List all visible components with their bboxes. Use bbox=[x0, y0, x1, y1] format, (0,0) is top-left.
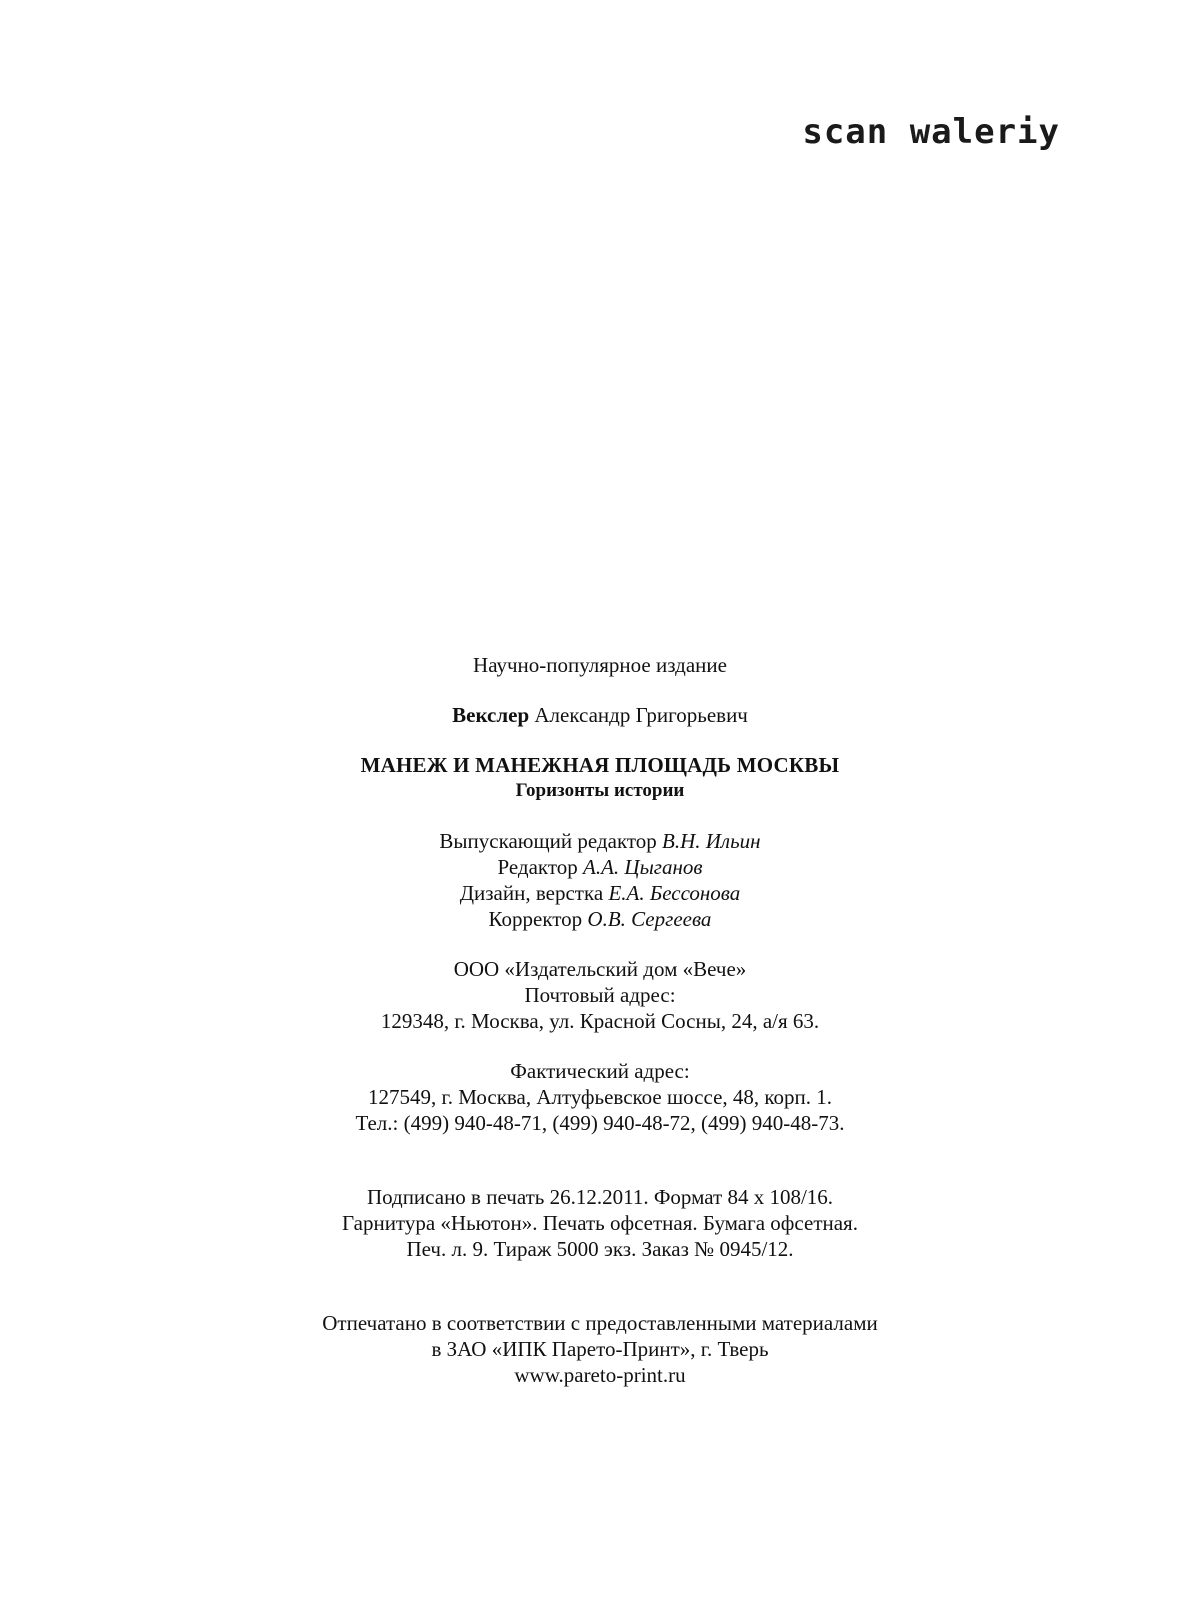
credit-name: А.А. Цыганов bbox=[583, 855, 703, 879]
publisher-name: ООО «Издательский дом «Вече» bbox=[453, 957, 747, 981]
actual-address-block bbox=[0, 1058, 1200, 1136]
phone-numbers: Тел.: (499) 940-48-71, (499) 940-48-72, (499) 940-48-73. bbox=[355, 1111, 845, 1135]
credit-name: Е.А. Бессонова bbox=[608, 881, 741, 905]
credit-line bbox=[0, 906, 1200, 932]
credit-name: В.Н. Ильин bbox=[662, 829, 761, 853]
author-given-name: Александр Григорьевич bbox=[534, 703, 748, 727]
scan-watermark: scan waleriy bbox=[802, 112, 1060, 152]
printer-name: в ЗАО «ИПК Парето-Принт», г. Тверь bbox=[431, 1337, 769, 1361]
actual-address-label: Фактический адрес: bbox=[510, 1059, 690, 1083]
credit-line bbox=[0, 828, 1200, 854]
book-title: МАНЕЖ И МАНЕЖНАЯ ПЛОЩАДЬ МОСКВЫ bbox=[360, 753, 840, 777]
book-series: Горизонты истории bbox=[515, 780, 685, 801]
postal-address: 129348, г. Москва, ул. Красной Сосны, 24, а/я 63. bbox=[380, 1009, 820, 1033]
credit-line bbox=[0, 854, 1200, 880]
print-specs bbox=[0, 1184, 1200, 1262]
printer-info bbox=[0, 1310, 1200, 1388]
author-line bbox=[0, 702, 1200, 728]
credit-role: Дизайн, верстка bbox=[459, 881, 604, 905]
credit-name: О.В. Сергеева bbox=[587, 907, 712, 931]
actual-address: 127549, г. Москва, Алтуфьевское шоссе, 48, корп. 1. bbox=[367, 1085, 833, 1109]
credit-role: Корректор bbox=[488, 907, 583, 931]
publisher-info bbox=[0, 956, 1200, 1034]
printer-statement: Отпечатано в соответствии с предоставленными материалами bbox=[322, 1311, 878, 1335]
credit-role: Выпускающий редактор bbox=[439, 829, 657, 853]
postal-address-label: Почтовый адрес: bbox=[524, 983, 676, 1007]
print-spec-line: Гарнитура «Ньютон». Печать офсетная. Бумага офсетная. bbox=[342, 1211, 858, 1235]
print-spec-line: Подписано в печать 26.12.2011. Формат 84 x 108/16. bbox=[366, 1185, 834, 1209]
credit-role: Редактор bbox=[497, 855, 578, 879]
print-spec-line: Печ. л. 9. Тираж 5000 экз. Заказ № 0945/12. bbox=[406, 1237, 794, 1261]
author-surname: Векслер bbox=[452, 703, 530, 727]
credit-line bbox=[0, 880, 1200, 906]
credits-list bbox=[0, 828, 1200, 932]
edition-type: Научно-популярное издание bbox=[473, 653, 727, 677]
printer-website: www.pareto-print.ru bbox=[514, 1363, 686, 1387]
imprint-block bbox=[0, 652, 1200, 1388]
